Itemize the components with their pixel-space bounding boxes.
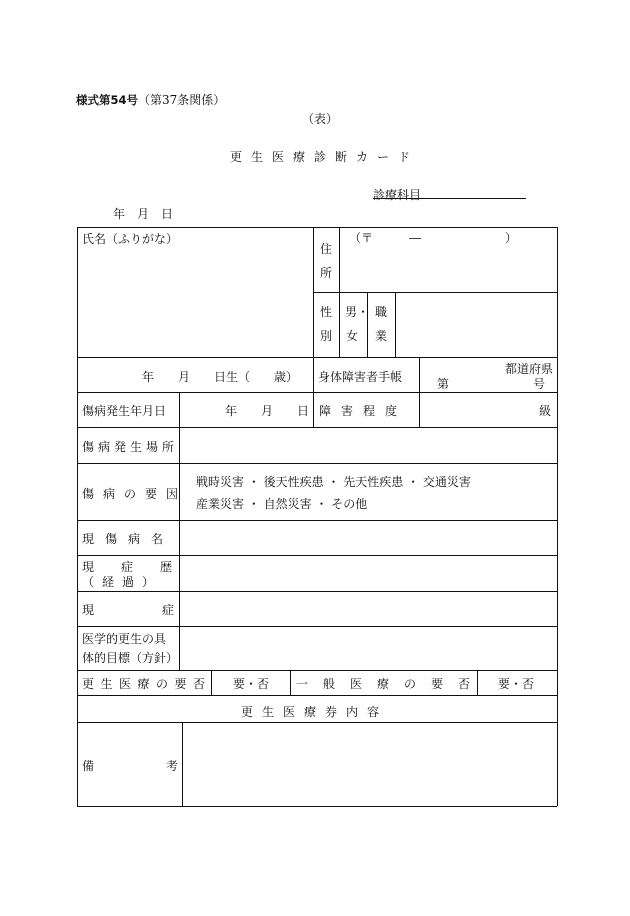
current-symptoms-label: 現症 <box>82 603 243 617</box>
occupation-label: 職業 <box>374 305 387 343</box>
row-line <box>77 427 557 428</box>
row-line <box>77 695 557 696</box>
book-number-prefix: 第 <box>437 377 450 391</box>
goal-label: 医学的更生の具 <box>82 632 167 646</box>
history-label: 現症歴 <box>82 560 200 574</box>
diagnosis-card-table <box>77 227 557 806</box>
row-line <box>77 357 557 358</box>
cause-label: 傷病の要因 <box>82 487 188 501</box>
injury-date-value: 年 月 日 <box>225 404 310 418</box>
form-number-text: 様式第54号 <box>76 93 139 107</box>
divider <box>313 292 557 293</box>
department-label: 診療科目 <box>373 188 422 202</box>
border-left <box>77 227 78 806</box>
divider <box>395 292 396 357</box>
divider <box>179 392 180 427</box>
article-reference: （第37条関係） <box>138 93 226 107</box>
row-line <box>77 591 557 592</box>
form-number <box>76 91 225 108</box>
row-line <box>77 392 557 393</box>
cause-options-line1: 戦時災害 ・ 後天性疾患 ・ 先天性疾患 ・ 交通災害 <box>196 475 471 489</box>
sex-options: 男・女 <box>345 305 370 343</box>
cause-options-line2: 産業災害 ・ 自然災害 ・ その他 <box>196 497 368 511</box>
name-label: 氏名（ふりがな） <box>82 232 179 246</box>
row-line <box>77 722 557 723</box>
prefecture-label: 都道府県 <box>505 362 554 376</box>
general-need-value[interactable]: 要・否 <box>498 677 535 691</box>
rehab-need-value[interactable]: 要・否 <box>233 677 270 691</box>
address-label: 住所 <box>319 242 332 280</box>
goal-label-line2: 体的目標（方針） <box>82 651 179 665</box>
history-sublabel: （経過） <box>82 575 163 589</box>
date-field: 年 月 日 <box>113 207 174 221</box>
row-line <box>77 670 557 671</box>
current-injury-label: 現傷病名 <box>82 532 175 546</box>
border-right <box>557 227 558 806</box>
grade-suffix: 級 <box>539 404 552 418</box>
postal-code: （〒 ― ） <box>349 231 518 245</box>
side-label: （表） <box>302 112 339 126</box>
department-field[interactable] <box>373 198 526 199</box>
divider <box>367 292 368 357</box>
injury-place-label: 傷病発生場所 <box>82 440 179 454</box>
voucher-label: 更生医療券内容 <box>241 705 389 719</box>
remarks-label: 備考 <box>82 759 251 773</box>
rehab-need-label: 更生医療の要否 <box>82 677 212 691</box>
border-bottom <box>77 806 557 807</box>
row-line <box>77 626 557 627</box>
book-number-suffix: 号 <box>533 377 546 391</box>
page-title: 更生医療診断カード <box>230 150 420 164</box>
row-line <box>77 463 557 464</box>
row-line <box>77 520 557 521</box>
general-need-label: 一般医療の要否 <box>296 677 486 691</box>
injury-date-label: 傷病発生年月日 <box>82 404 167 418</box>
divider <box>290 670 291 695</box>
disability-book-label: 身体障害者手帳 <box>318 370 403 384</box>
sex-label: 性別 <box>319 305 332 343</box>
border-top <box>77 227 557 228</box>
row-line <box>77 555 557 556</box>
disability-degree-label: 障害程度 <box>319 404 408 418</box>
birth-date: 年 月 日生（ 歳） <box>142 370 299 384</box>
